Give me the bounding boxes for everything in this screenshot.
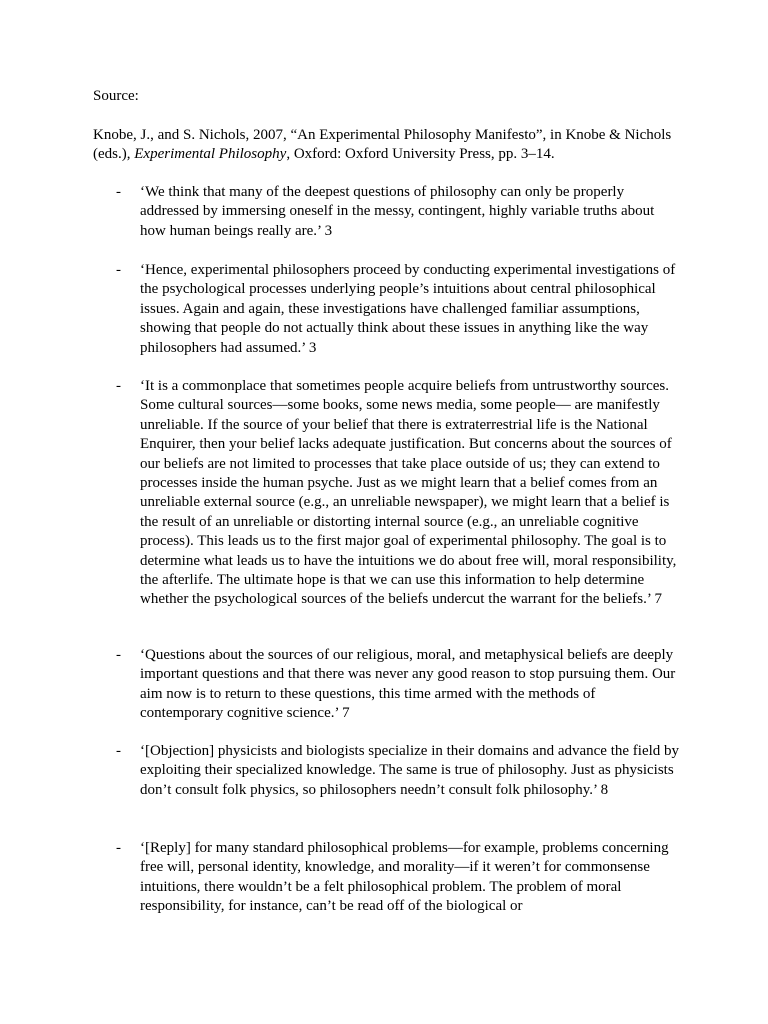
quote-text: ‘Questions about the sources of our religious, moral, and metaphysical beliefs are deeply important questions and that there was never any good reason to stop pursuing them. Our aim now is to return to these questions, this time armed with the methods of contemporary cognitive science.’ 7 (140, 647, 676, 722)
source-label: Source: (93, 88, 139, 104)
bullet-dash: - (116, 378, 121, 394)
bullet-dash: - (116, 840, 121, 856)
citation-authors: Knobe, J., and S. Nichols, 2007, “An Experimental Philosophy Manifesto”, in Knobe & Nichols (eds.), (93, 127, 672, 163)
citation-book-title: Experimental Philosophy (134, 146, 287, 163)
citation-publisher: , Oxford: Oxford University Press, pp. 3–14. (286, 146, 555, 163)
quote-text: ‘[Objection] physicists and biologists specialize in their domains and advance the field by exploiting their specialized knowledge. The same is true of philosophy. Just as physicists don’t consult folk physics, so philosophers needn’t consult folk philosophy.’ 8 (140, 743, 680, 798)
bullet-dash: - (116, 262, 121, 278)
quote-text: ‘It is a commonplace that sometimes people acquire beliefs from untrustworthy sources. Some cultural sources—some books, some news media, some people— are manifestly unreliable. If the source of your belief that there is extraterrestrial life is the National Enquirer, then your belief lacks adequate justification. But concerns about the sources of our beliefs are not limited to processes that take place outside of us; they can extend to processes inside the human psyche. Just as we might learn that a belief comes from an unreliable external source (e.g., an unreliable newspaper), we might learn that a belief is the result of an unreliable or distorting internal source (e.g., an unreliable cognitive process). This leads us to the first major goal of experimental philosophy. The goal is to determine what leads us to have the intuitions we do about free will, moral responsibility, the afterlife. The ultimate hope is that we can use this information to help determine whether the psychological sources of the beliefs undercut the warrant for the beliefs.’ 7 (140, 378, 677, 608)
citation (93, 126, 693, 165)
quote-text: ‘[Reply] for many standard philosophical problems—for example, problems concerning free will, personal identity, knowledge, and morality—if it weren’t for commonsense intuitions, there wouldn’t be a felt philosophical problem. The problem of moral responsibility, for instance, can’t be read off of the biological or (140, 840, 669, 915)
quote-text: ‘Hence, experimental philosophers proceed by conducting experimental investigations of the psychological processes underlying people’s intuitions about central philosophical issues. Again and again, these investigations have challenged familiar assumptions, showing that people do not actually think about these issues in anything like the way philosophers had assumed.’ 3 (140, 262, 676, 356)
bullet-dash: - (116, 184, 121, 200)
bullet-dash: - (116, 743, 121, 759)
quote-text: ‘We think that many of the deepest questions of philosophy can only be properly addressed by immersing oneself in the messy, contingent, highly variable truths about how human beings really are.’ 3 (140, 184, 655, 239)
bullet-dash: - (116, 647, 121, 663)
